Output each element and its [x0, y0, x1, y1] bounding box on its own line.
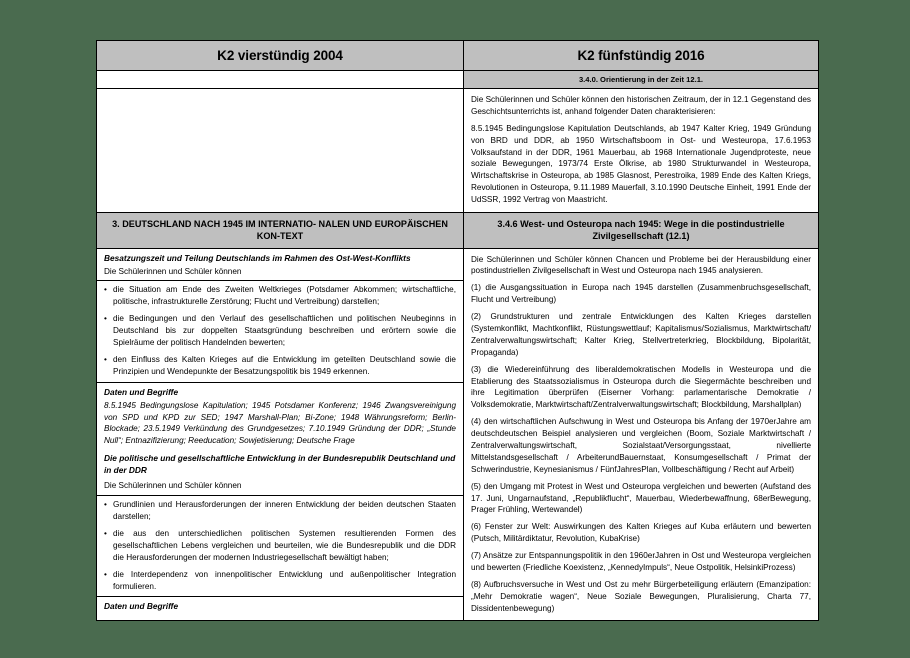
left-block-daten-1 [97, 383, 463, 496]
left-block-bullets-1 [97, 281, 463, 382]
zeitraum-paragraph-2: 8.5.1945 Bedingungslose Kapitulation Deutschlands, ab 1947 Kalter Krieg, 1949 Gründung von BRD und DDR, ab 1950 Wirtschaftsboom in Ost- und Westeuropa, 17.6.1953 Volksaufstand in der DDR, 1961 Mauerbau, ab 1968 Internationale Jugendproteste, neue soziale Bewegungen, 1973/74 Erste Ölkrise, ab 1980 Strukturwandel in Westeuropa, Wirtschaftskrise in Osteuropa, ab 1985 Glasnost, Perestroika, 1989 Ende des Kalten Kriegs, Revolutionen in Osteuropa, 9.11.1989 Mauerfall, 3.10.1990 Deutsche Einheit, 1991 Ende der UdSSR, 1992 Vertrag von Maastricht. [471, 123, 811, 205]
right-content-block [464, 249, 818, 620]
left-block-heading-1 [97, 249, 463, 282]
main-cell-left [97, 248, 464, 620]
header-cell-left: K2 vierstündig 2004 [97, 41, 464, 71]
right-item-6: (6) Fenster zur Welt: Auswirkungen des Kalten Krieges auf Kuba erläutern und bewerten (Putsch, Militärdiktatur, Revolution, KubaKrise) [471, 522, 811, 544]
left-heading-daten-1: Daten und Begriffe [104, 386, 179, 397]
right-item-2: (2) Grundstrukturen und zentrale Entwicklungen des Kalten Krieges darstellen (Systemkonflikt, Machtkonflikt, Rüstungswettlauf; Kapitalismus/Sozialismus, Marktwirtschaft/ Zentralverwaltungswirtschaft; Kalter Krieg, Stellvertreterkrieg, Blockbildung, Bipolarität, Propaganda) [471, 312, 811, 357]
main-cell-right [464, 248, 819, 620]
list-item: • die aus den unterschiedlichen politischen Systemen resultierenden Formen des gesellschaftlichen Lebens vergleichen und beurteilen, wie die Bundesrepublik und die DDR die Herausforderungen der modernen Industriegesellschaft bewältigt haben; [104, 528, 456, 564]
zeitraum-paragraph-1: Die Schülerinnen und Schüler können den historischen Zeitraum, der in 12.1 Gegenstand des Geschichtsunterrichts ist, anhand folgender Daten charakterisieren: [471, 95, 811, 116]
left-intro-1: Die Schülerinnen und Schüler können [104, 266, 242, 276]
left-heading-politische-entwicklung: Die politische und gesellschaftliche Entwicklung in der Bundesrepublik Deutschland und in der DDR [104, 453, 456, 476]
left-heading-daten-2: Daten und Begriffe [104, 601, 179, 612]
list-item: • die Situation am Ende des Zweiten Weltkrieges (Potsdamer Abkommen; wirtschaftliche, politische, infrastrukturelle Zerstörung; Flucht und Vertreibung) darstellen; [104, 284, 456, 308]
orientierung-cell-left [97, 71, 464, 89]
zeitraum-cell-right [464, 89, 819, 213]
right-item-5: (5) den Umgang mit Protest in West und Osteuropa vergleichen und bewerten (Aufstand des 17. Juni, Ungarnaufstand, „Republikflucht“, Mauerbau, Wiederbewaffnung, 68erBewegung, Prager Frühling, Wertewandel) [471, 481, 811, 515]
left-intro-2: Die Schülerinnen und Schüler können [104, 481, 242, 491]
row-orientierung [97, 71, 819, 89]
section-title-right: 3.4.6 West- und Osteuropa nach 1945: Wege in die postindustrielle Zivilgesellschaft (12.1) [464, 213, 819, 249]
left-bullet-list-2 [104, 499, 456, 592]
list-item: • den Einfluss des Kalten Krieges auf die Entwicklung im geteilten Deutschland sowie die Prinzipien und Wendepunkte der Besatzungspolitik bis 1949 erkennen. [104, 354, 456, 378]
left-heading-besatzungszeit: Besatzungszeit und Teilung Deutschlands im Rahmen des Ost-West-Konflikts [104, 252, 411, 263]
curriculum-comparison-table [96, 40, 819, 621]
row-main-content [97, 248, 819, 620]
right-item-8: (8) Aufbruchsversuche in West und Ost zu mehr Bürgerbeteiligung erläutern (Emanzipation: „Mehr Demokratie wagen“, Neue Soziale Bewegungen, Pluralisierung, Charta 77, Dissidentenbewegung) [471, 579, 811, 613]
right-item-4: (4) den wirtschaftlichen Aufschwung in West und Osteuropa bis Anfang der 1970erJahre am deutschdeutschen Beispiel analysieren und vergleichen (Boom, Soziale Marktwirtschaft / Zentralverwaltungswirtschaft, Sozialstaat/Versorgungsstaat, nivellierte Mittelstandsgesellschaft / ArbeiterundBauernstaat, Konsumgesellschaft / Primat der Schwerindustrie, Keynesianismus / FünfJahresPlan, Vollbeschäftigung / Recht auf Arbeit) [471, 417, 811, 474]
left-block-bullets-2 [97, 495, 463, 597]
right-item-3: (3) die Wiedereinführung des liberaldemokratischen Modells in Westeuropa und die Etablierung des Staatssozialismus in Osteuropa durch die Siegermächte beschreiben und ihre Legitimation überprüfen (Eiserner Vorhang: parlamentarische Demokratie / Volksdemokratie, Marktwirtschaft/Zentralverwaltungswirtschaft; Blockbildung, Marshallplan) [471, 364, 811, 410]
left-bullet-list-1 [104, 284, 456, 377]
comparison-table-container [96, 40, 818, 621]
orientierung-cell-right: 3.4.0. Orientierung in der Zeit 12.1. [464, 71, 819, 89]
row-section-title [97, 213, 819, 249]
list-item: • die Interdependenz von innenpolitischer Entwicklung und außenpolitischer Integration formulieren. [104, 569, 456, 593]
left-daten-text-1: 8.5.1945 Bedingungslose Kapitulation; 1945 Potsdamer Konferenz; 1946 Zwangsvereinigung von SPD und KPD zur SED; 1947 Marshall-Plan; Bi-Zone; 1948 Währungsreform; Berlin-Blockade; 23.5.1949 Verkündung des Grundgesetzes; 7.10.1949 Gründung der DDR; „Stunde Null“; Entnazifizierung; Reeducation; Sowjetisierung; Deutsche Frage [104, 400, 456, 446]
right-item-7: (7) Ansätze zur Entspannungspolitik in den 1960erJahren in Ost und Westeuropa vergleichen und bewerten (Friedliche Koexistenz, „KennedyImpuls“, Neue Ostpolitik, HelsinkiProzess) [471, 551, 811, 573]
left-block-daten-2 [97, 597, 463, 615]
list-item: • die Bedingungen und den Verlauf des gesellschaftlichen und politischen Neubeginns in Deutschland bis zur doppelten Staatsgründung beschreiben und erörtern sowie die Spielräume der politisch Handelnden bewerten; [104, 313, 456, 349]
section-title-left: 3. DEUTSCHLAND NACH 1945 IM INTERNATIO- NALEN UND EUROPÄISCHEN KON-TEXT [97, 213, 464, 249]
header-cell-right: K2 fünfstündig 2016 [464, 41, 819, 71]
list-item: • Grundlinien und Herausforderungen der inneren Entwicklung der beiden deutschen Staaten darstellen; [104, 499, 456, 523]
table-header-row [97, 41, 819, 71]
row-zeitraum [97, 89, 819, 213]
zeitraum-cell-left [97, 89, 464, 213]
zeitraum-text-block [464, 89, 818, 212]
right-intro: Die Schülerinnen und Schüler können Chancen und Probleme bei der Herausbildung einer postindustriellen Zivilgesellschaft in West und Osteuropa nach 1945 analysieren. [471, 254, 811, 276]
right-item-1: (1) die Ausgangssituation in Europa nach 1945 darstellen (Zusammenbruchsgesellschaft, Flucht und Vertreibung) [471, 283, 811, 305]
